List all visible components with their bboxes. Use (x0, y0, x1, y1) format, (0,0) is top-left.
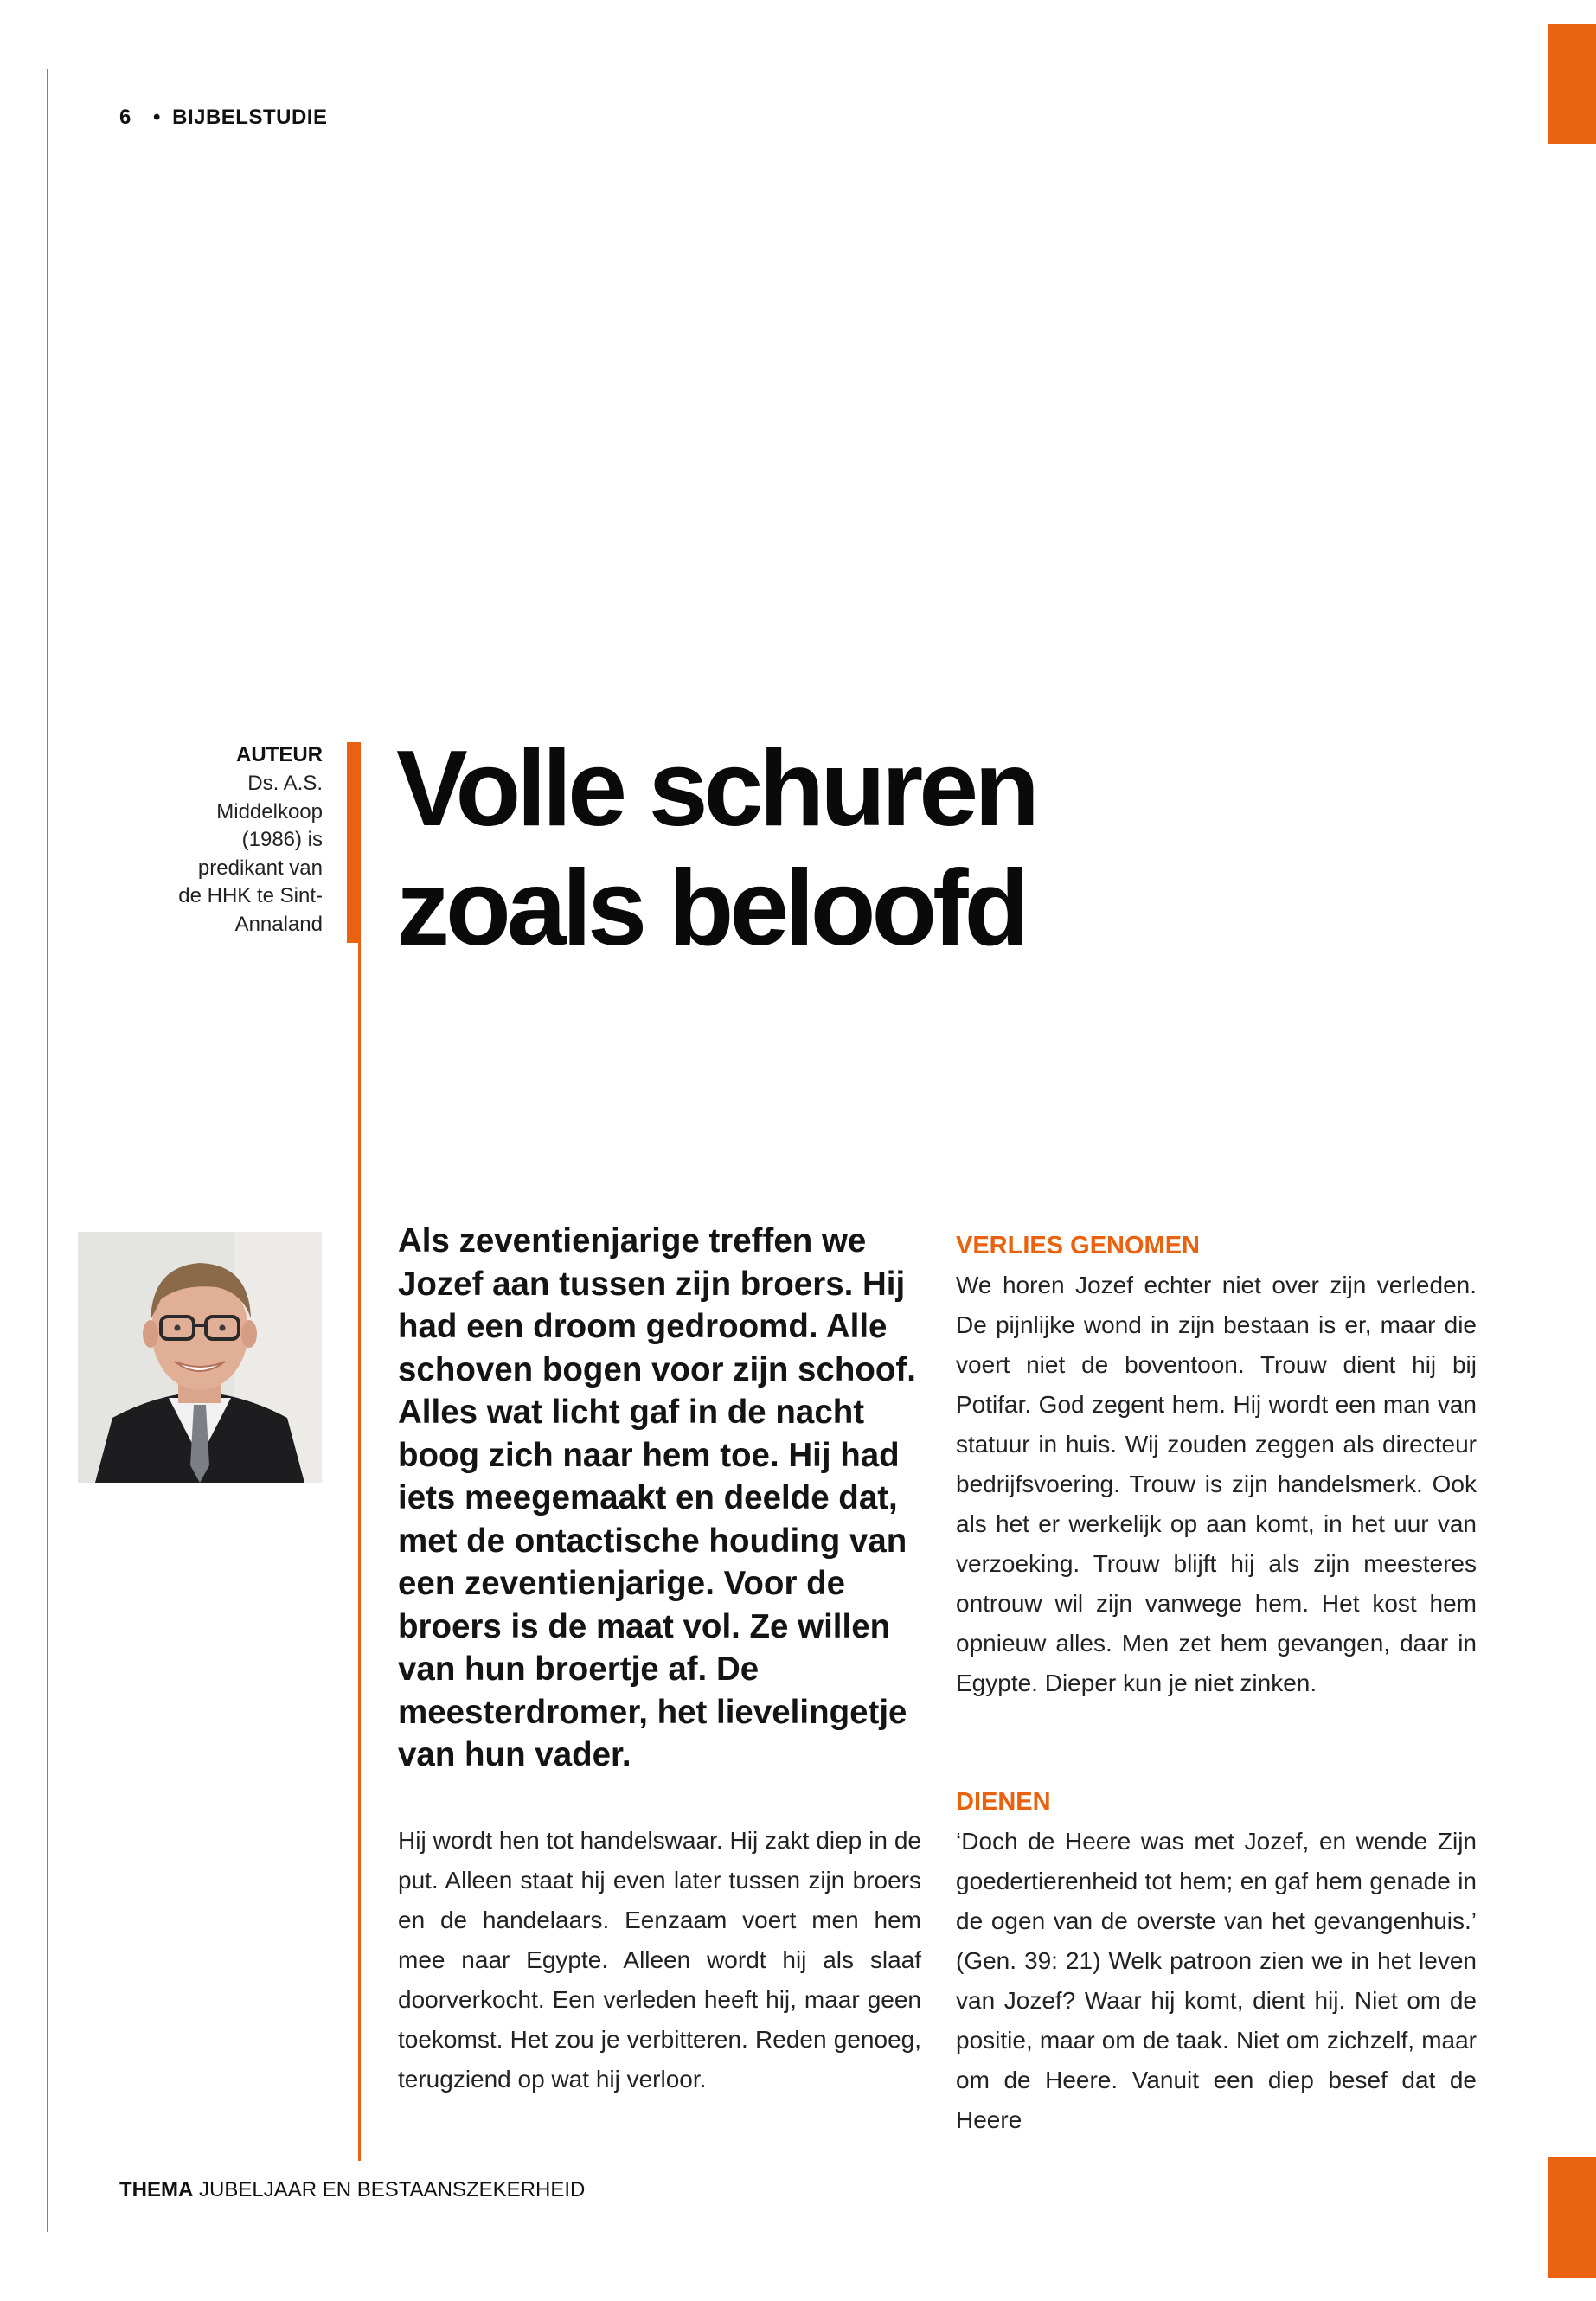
portrait-icon (78, 1232, 322, 1483)
author-box (150, 740, 323, 939)
portrait-photo (78, 1232, 322, 1483)
top-edge-tab (1548, 24, 1596, 144)
author-line: Annaland (234, 912, 323, 936)
section-verlies-genomen (956, 1226, 1477, 1703)
body-paragraph-left: Hij wordt hen tot handelswaar. Hij zakt diep in de put. Alleen staat hij even later tussen zijn broers en de handelaars. Eenzaam voert men hem mee naar Egypte. Alleen wordt hij als slaaf doorverkocht. Een verleden heeft hij, maar geen toekomst. Het zou je verbitteren. Reden genoeg, terugziend op wat hij verloor. (398, 1827, 921, 2093)
title-accent-bar (347, 742, 359, 943)
section-paragraph: We horen Jozef echter niet over zijn verleden. De pijnlijke wond in zijn bestaan is er, maar die voert niet de boventoon. Trouw dient hij bij Potifar. God zegent hem. Hij wordt een man van statuur in huis. Wij zouden zeggen als directeur bedrijfsvoering. Trouw is zijn handelsmerk. Ook als het er werkelijk op aan komt, in het uur van verzoeking. Trouw blijft hij als zijn meesteres ontrouw wil zijn vanwege hem. Het kost hem opnieuw alles. Men zet hem gevangen, daar in Egypte. Dieper kun je niet zinken. (956, 1272, 1477, 1696)
author-line: predikant van (197, 856, 323, 880)
bottom-edge-tab (1548, 2157, 1596, 2278)
title-line-2: zoals beloofd (396, 849, 1026, 968)
author-label: AUTEUR (236, 743, 323, 766)
author-line: Ds. A.S. (247, 772, 323, 795)
column-divider-rule (358, 742, 361, 2161)
left-margin-rule (47, 69, 48, 2232)
running-footer (119, 2178, 585, 2202)
footer-label: THEMA (119, 2178, 194, 2202)
article-title (396, 729, 1175, 968)
footer-text: JUBELJAAR EN BESTAANSZEKERHEID (199, 2178, 586, 2202)
page-number: 6 (119, 106, 131, 129)
section-heading: DIENEN (956, 1788, 1051, 1816)
section-paragraph: ‘Doch de Heere was met Jozef, en wende Zijn goedertierenheid tot hem; en gaf hem genade in de ogen van de overste van het gevangenhuis.’ (Gen. 39: 21) Welk patroon zien we in het leven van Jozef? Waar hij komt, dient hij. Niet om de positie, maar om de taak. Niet om zichzelf, maar om de Heere. Vanuit een diep besef dat de Heere (956, 1828, 1477, 2133)
lead-paragraph: Als zeventienjarige treffen we Jozef aan tussen zijn broers. Hij had een droom gedroomd. Alle schoven bogen voor zijn schoof. Alles wat licht gaf in de nacht boog zich naar hem toe. Hij had iets meegemaakt en deelde dat, met de ontactische houding van een zeventienjarige. Voor de broers is de maat vol. Ze willen van hun broertje af. De meesterdromer, het lievelingetje van hun vader. (398, 1222, 916, 1773)
section-dienen (956, 1782, 1477, 2140)
author-line: Middelkoop (216, 799, 323, 824)
section-heading: VERLIES GENOMEN (956, 1232, 1200, 1259)
section-label: BIJBELSTUDIE (172, 106, 328, 129)
running-header (119, 106, 327, 130)
author-line: de HHK te Sint- (178, 884, 323, 907)
header-separator: • (153, 106, 161, 129)
title-line-1: Volle schuren (396, 729, 1035, 849)
author-line: (1986) is (241, 828, 323, 851)
